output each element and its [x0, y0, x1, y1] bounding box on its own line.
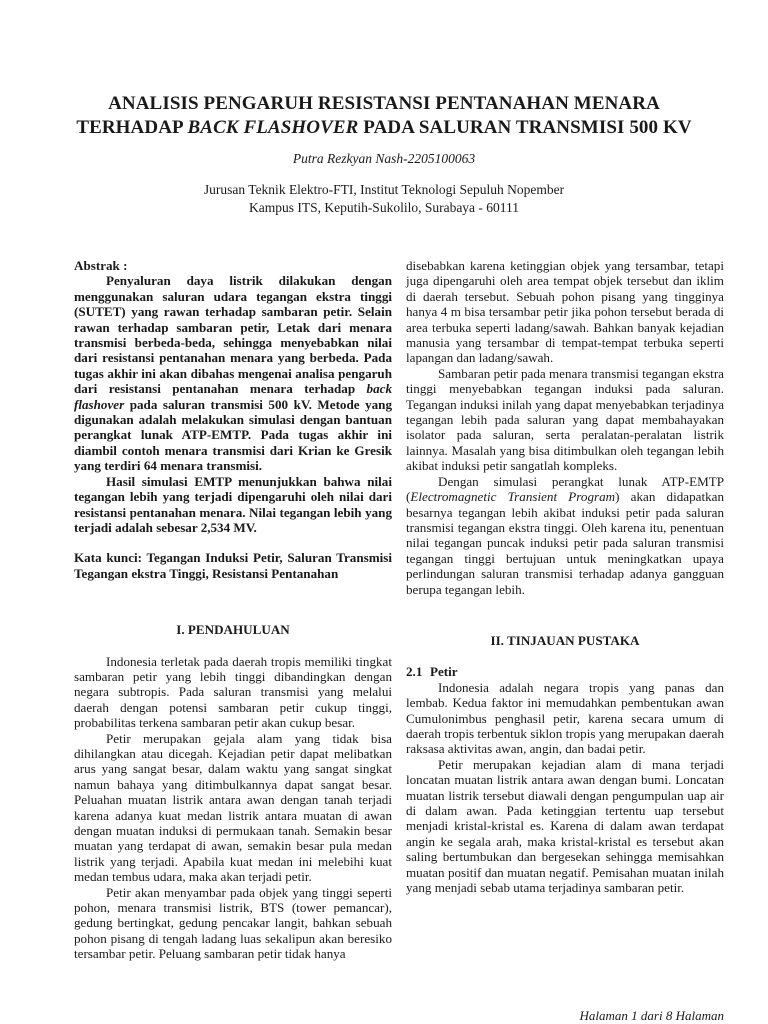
title-line-2-italic: BACK FLASHOVER: [187, 117, 359, 138]
section-1-paragraph-6: [406, 474, 724, 597]
left-column: [74, 258, 392, 962]
abstract-p1-italic: back flashover: [74, 381, 392, 412]
author: Putra Rezkyan Nash-2205100063: [292, 151, 476, 166]
section-1-title: I. PENDAHULUAN: [176, 622, 290, 638]
section-1-p6-text-a: Dengan simulasi perangkat lunak ATP-EMTP (: [406, 473, 724, 505]
abstract-p1-text-a: Penyaluran daya listrik dilakukan dengan menggunakan saluran udara tegangan ekstra tinggi (SUTET) yang rawan terhadap sambaran petir. Selain rawan terhadap sambaran petir, Letak dari menara transmisi berbeda-beda, sehingga menyebabkan nilai dari resistansi pentanahan menara yang berbeda. Pada tugas akhir ini akan dibahas mengenai analisa pengaruh dari resistansi pentanahan menara terhadap: [74, 273, 392, 397]
subsection-number: 2.1: [406, 664, 423, 680]
section-2-title: II. TINJAUAN PUSTAKA: [490, 632, 640, 648]
subsection-2-1-title: [406, 664, 724, 679]
title-line-2-pre: TERHADAP: [76, 117, 188, 138]
abstract: [74, 258, 392, 581]
subsection-label: Petir: [430, 664, 458, 680]
page-number-footer: Halaman 1 dari 8 Halaman: [579, 1008, 724, 1023]
affiliation-line-1: Jurusan Teknik Elektro-FTI, Institut Teknologi Sepuluh Nopember: [203, 182, 565, 197]
section-1-paragraph-1: Indonesia terletak pada daerah tropis memiliki tingkat sambaran petir yang lebih tinggi dibandingkan dengan negara subtropis. Pada saluran transmisi yang melalui daerah dengan potensi sambaran petir cukup tinggi, probabilitas terkena sambaran petir akan cukup besar.: [74, 653, 392, 731]
section-2-paragraph-1: Indonesia adalah negara tropis yang panas dan lembab. Kedua faktor ini memudahkan pembentukan awan Cumulonimbus penghasil petir, karena secara umum di daerah tropis terbentuk siklon tropis yang merupakan daerah raksasa aktivitas awan, angin, dan badai petir.: [406, 679, 724, 757]
abstract-paragraph-1: [74, 273, 392, 473]
affiliation: [0, 181, 768, 217]
section-1-p6-text-b: ) akan didapatkan besarnya tegangan lebih akibat induksi petir pada saluran transmisi tegangan ekstra tinggi. Oleh karena itu, penentuan nilai tegangan puncak induksi petir pada saluran transmisi tegangan tinggi bertujuan untuk meningkatkan upaya perlindungan saluran transmisi terhadap adanya gangguan berupa tegangan lebih.: [406, 489, 724, 597]
right-column: [406, 258, 724, 895]
title-line-2-post: PADA SALURAN TRANSMISI 500 KV: [358, 117, 692, 138]
affiliation-line-2: Kampus ITS, Keputih-Sukolilo, Surabaya - 60111: [248, 200, 520, 215]
abstract-paragraph-2: Hasil simulasi EMTP menunjukkan bahwa nilai tegangan lebih yang terjadi dipengaruhi oleh nilai dari resistansi pentanahan menara. Nilai tegangan lebih yang terjadi adalah sebesar 2,534 MV.: [74, 473, 392, 535]
paper-header: [0, 92, 768, 217]
abstract-p1-text-b: pada saluran transmisi 500 kV. Metode yang digunakan adalah melakukan simulasi dengan bantuan perangkat lunak ATP-EMTP. Pada tugas akhir ini diambil contoh menara transmisi dari Krian ke Gresik yang terdiri 64 menara transmisi.: [74, 396, 392, 474]
section-1-paragraph-5: Sambaran petir pada menara transmisi tegangan ekstra tinggi menyebabkan tegangan induksi pada saluran. Tegangan induksi inilah yang dapat menyebabkan terjadinya tegangan lebih pada saluran yang dapat membahayakan isolator pada saluran, serta peralatan-peralatan listrik lainnya. Masalah yang bisa ditimbulkan oleh tegangan lebih akibat induksi petir sangatlah kompleks.: [406, 365, 724, 474]
title-line-1: ANALISIS PENGARUH RESISTANSI PENTANAHAN MENARA: [108, 93, 660, 114]
section-1-paragraph-2: Petir merupakan gejala alam yang tidak bisa dihilangkan atau dicegah. Kejadian petir dapat melibatkan arus yang sangat besar, dalam waktu yang sangat singkat namun bahaya yang ditimbulkannya dapat sangat besar. Peluahan muatan listrik antara awan dengan tanah terjadi karena adanya kuat medan listrik antara muatan di awan dengan muatan induksi di permukaan tanah. Semakin besar muatan yang terdapat di awan, semakin besar pula medan listrik yang terjadi. Apabila kuat medan ini melebihi kuat medan tembus udara, maka akan terjadi petir.: [74, 730, 392, 885]
section-1-p6-italic: Electromagnetic Transient Program: [410, 489, 616, 505]
section-1-paragraph-4: disebabkan karena ketinggian objek yang tersambar, tetapi juga dipengaruhi oleh area tempat objek tersebut dan iklim di daerah tersebut. Sebuah pohon pisang yang tingginya hanya 4 m bisa tersambar petir jika pohon tersebut berada di area terbuka seperti ladang/sawah. Bahkan banyak kejadian manusia yang tersambar di tempat-tempat terbuka seperti lapangan dan ladang/sawah.: [406, 258, 724, 366]
keywords: Kata kunci: Tegangan Induksi Petir, Saluran Transmisi Tegangan ekstra Tinggi, Resistansi Pentanahan: [74, 550, 392, 581]
paper-title: [0, 92, 768, 140]
section-2-paragraph-2: Petir merupakan kejadian alam di mana terjadi loncatan muatan listrik antara awan dengan bumi. Loncatan muatan listrik tersebut diawali dengan pengumpulan uap air di dalam awan. Pada ketinggian tertentu uap tersebut menjadi kristal-kristal es. Karena di dalam awan terdapat angin ke segala arah, maka kristal-kristal es tersebut akan saling bertumbukan dan bergesekan sehingga memisahkan muatan positif dan muatan negatif. Pemisahan muatan inilah yang menjadi sebab utama terjadinya sambaran petir.: [406, 756, 724, 896]
section-1-paragraph-3: Petir akan menyambar pada objek yang tinggi seperti pohon, menara transmisi listrik, BTS (tower pemancar), gedung bertingkat, gedung pencakar langit, bahkan sebuah pohon pisang di tengah ladang luas sekalipun akan beresiko tersambar petir. Peluang sambaran petir tidak hanya: [74, 884, 392, 962]
abstract-heading: Abstrak :: [74, 258, 128, 273]
